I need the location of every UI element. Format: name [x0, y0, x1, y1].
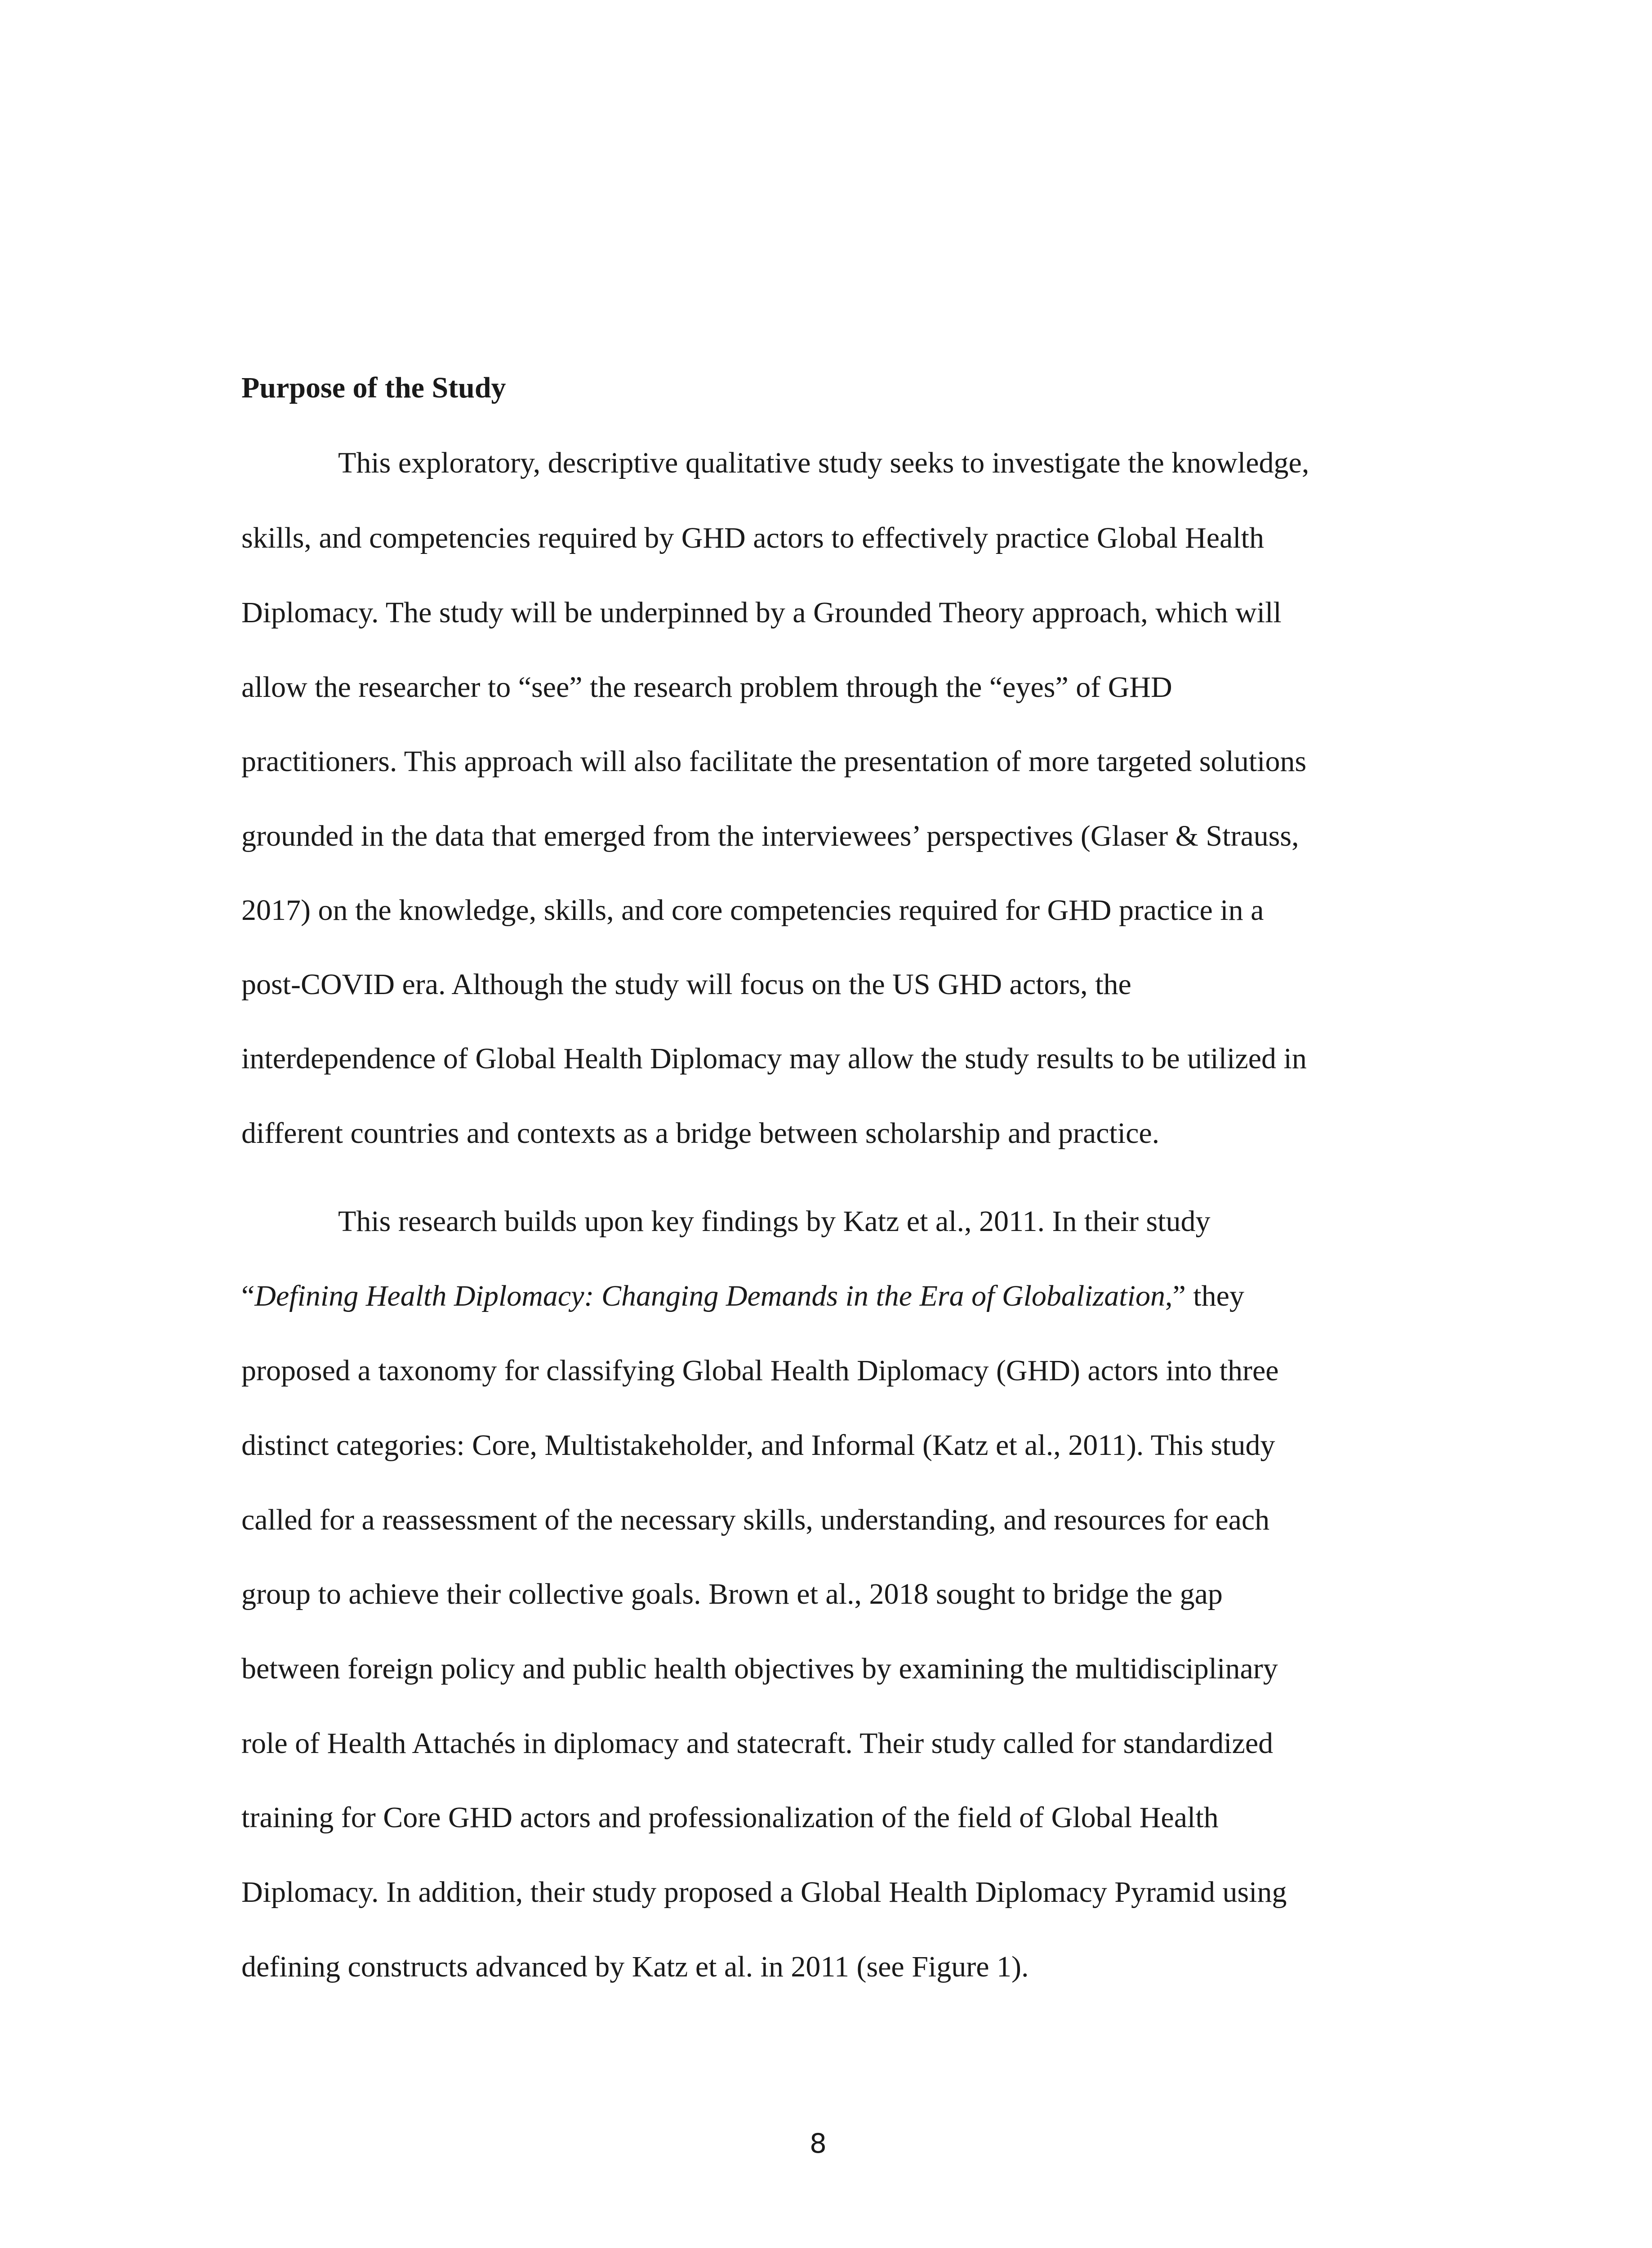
section-heading: Purpose of the Study [241, 371, 506, 404]
paragraph-2-line-4: distinct categories: Core, Multistakeholder, and Informal (Katz et al., 2011). This study [241, 1429, 1275, 1462]
paragraph-2-line-6: group to achieve their collective goals. Brown et al., 2018 sought to bridge the gap [241, 1578, 1223, 1610]
paragraph-1-line-4: allow the researcher to “see” the research problem through the “eyes” of GHD [241, 671, 1172, 704]
paragraph-1-line-5: practitioners. This approach will also facilitate the presentation of more targeted solutions [241, 745, 1307, 778]
paragraph-2-line-1: This research builds upon key findings by Katz et al., 2011. In their study [338, 1205, 1211, 1238]
page-number: 8 [809, 2128, 827, 2159]
paragraph-1-line-1: This exploratory, descriptive qualitative study seeks to investigate the knowledge, [338, 446, 1309, 479]
paragraph-1-line-6: grounded in the data that emerged from the interviewees’ perspectives (Glaser & Strauss, [241, 820, 1299, 852]
paragraph-1-line-7: 2017) on the knowledge, skills, and core competencies required for GHD practice in a [241, 894, 1264, 927]
paragraph-2-line-2 [241, 1276, 1244, 1316]
paragraph-1-line-9: interdependence of Global Health Diplomacy may allow the study results to be utilized in [241, 1042, 1307, 1075]
paragraph-2-line-5: called for a reassessment of the necessary skills, understanding, and resources for each [241, 1503, 1270, 1536]
paragraph-2-line-3: proposed a taxonomy for classifying Global Health Diplomacy (GHD) actors into three [241, 1354, 1279, 1387]
paragraph-1-line-3: Diplomacy. The study will be underpinned by a Grounded Theory approach, which will [241, 596, 1282, 629]
open-quote: “ [241, 1280, 255, 1312]
paragraph-2-line-8: role of Health Attachés in diplomacy and statecraft. Their study called for standardized [241, 1727, 1274, 1760]
line-2-tail: ,” they [1165, 1280, 1244, 1312]
paragraph-2-line-11: defining constructs advanced by Katz et al. in 2011 (see Figure 1). [241, 1950, 1029, 1983]
paragraph-1-line-8: post-COVID era. Although the study will focus on the US GHD actors, the [241, 968, 1131, 1001]
paragraph-2-line-7: between foreign policy and public health objectives by examining the multidisciplinary [241, 1652, 1278, 1685]
cited-study-title: Defining Health Diplomacy: Changing Demands in the Era of Globalization [254, 1280, 1165, 1312]
paragraph-1-line-10: different countries and contexts as a bridge between scholarship and practice. [241, 1117, 1160, 1150]
paragraph-2-line-10: Diplomacy. In addition, their study proposed a Global Health Diplomacy Pyramid using [241, 1876, 1287, 1909]
paragraph-1-line-2: skills, and competencies required by GHD actors to effectively practice Global Health [241, 522, 1264, 554]
paragraph-2-line-9: training for Core GHD actors and professionalization of the field of Global Health [241, 1801, 1219, 1834]
